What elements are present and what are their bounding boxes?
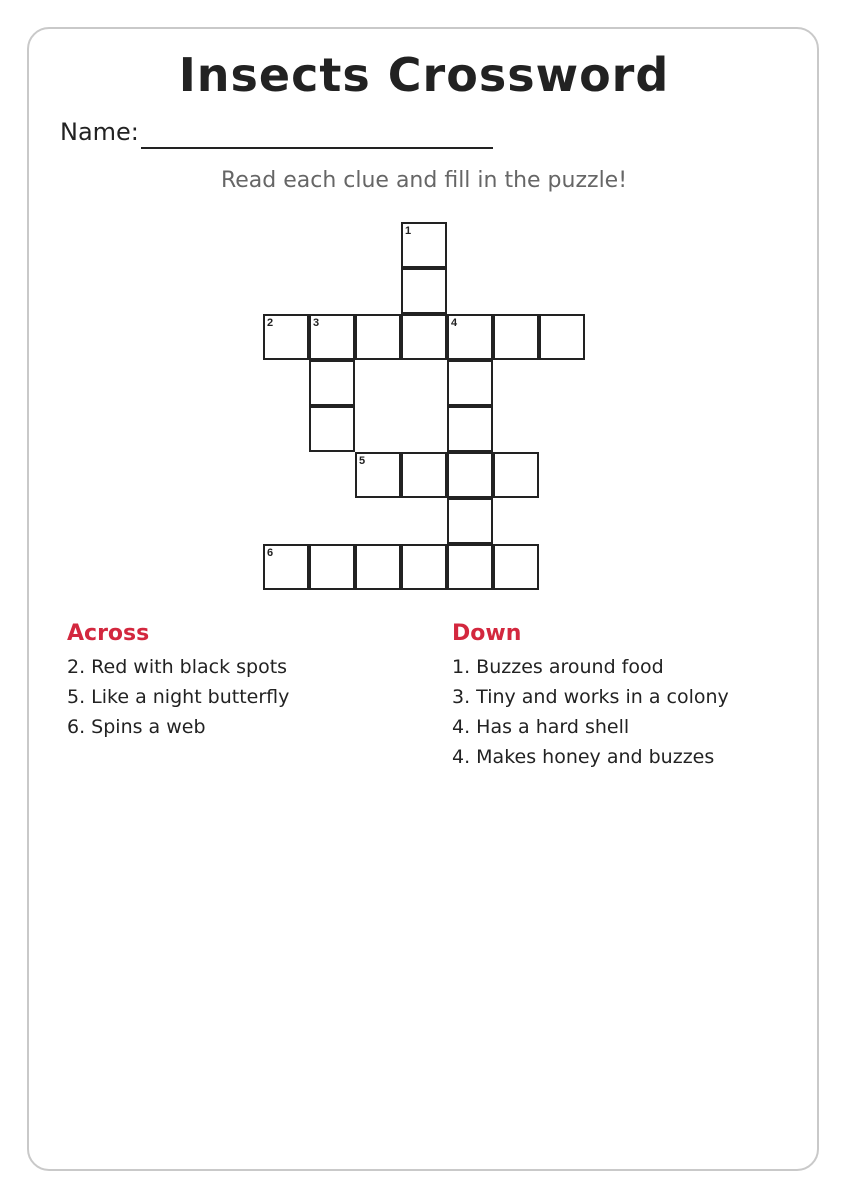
- grid-cell[interactable]: [355, 452, 401, 498]
- across-clue-5: 5. Like a night butterfly: [67, 686, 290, 708]
- grid-cell[interactable]: [493, 544, 539, 590]
- grid-cell[interactable]: [355, 314, 401, 360]
- grid-cell[interactable]: [309, 360, 355, 406]
- instructions: Read each clue and fill in the puzzle!: [220, 168, 628, 193]
- down-heading: Down: [452, 621, 522, 646]
- grid-cell[interactable]: [401, 268, 447, 314]
- page-title: Insects Crossword: [178, 48, 670, 102]
- grid-cell[interactable]: [263, 544, 309, 590]
- grid-cell[interactable]: [447, 314, 493, 360]
- grid-cell[interactable]: [447, 406, 493, 452]
- grid-cell[interactable]: [401, 314, 447, 360]
- name-line[interactable]: [141, 147, 493, 149]
- grid-cell[interactable]: [401, 544, 447, 590]
- clue-number: 2: [267, 317, 274, 329]
- down-clue-3: 3. Tiny and works in a colony: [452, 686, 729, 708]
- grid-cell[interactable]: [447, 360, 493, 406]
- grid-cell[interactable]: [539, 314, 585, 360]
- down-clue-1: 1. Buzzes around food: [452, 656, 664, 678]
- across-clue-6: 6. Spins a web: [67, 716, 206, 738]
- name-label: Name:: [60, 118, 139, 146]
- grid-cell[interactable]: [447, 452, 493, 498]
- grid-cell[interactable]: [309, 314, 355, 360]
- across-heading: Across: [67, 621, 150, 646]
- grid-cell[interactable]: [355, 544, 401, 590]
- across-clue-2: 2. Red with black spots: [67, 656, 288, 678]
- grid-cell[interactable]: [447, 498, 493, 544]
- clue-number: 1: [405, 225, 412, 237]
- grid-cell[interactable]: [447, 544, 493, 590]
- grid-cell[interactable]: [493, 452, 539, 498]
- grid-cell[interactable]: [263, 314, 309, 360]
- worksheet-frame: [27, 27, 819, 1171]
- grid-cell[interactable]: [401, 452, 447, 498]
- down-clue-4b: 4. Makes honey and buzzes: [452, 746, 715, 768]
- clue-number: 4: [451, 317, 458, 329]
- grid-cell[interactable]: [309, 406, 355, 452]
- grid-cell[interactable]: [493, 314, 539, 360]
- clue-number: 5: [359, 455, 366, 467]
- clue-number: 3: [313, 317, 320, 329]
- grid-cell[interactable]: [309, 544, 355, 590]
- down-clue-4: 4. Has a hard shell: [452, 716, 630, 738]
- grid-cell[interactable]: [401, 222, 447, 268]
- clue-number: 6: [267, 547, 274, 559]
